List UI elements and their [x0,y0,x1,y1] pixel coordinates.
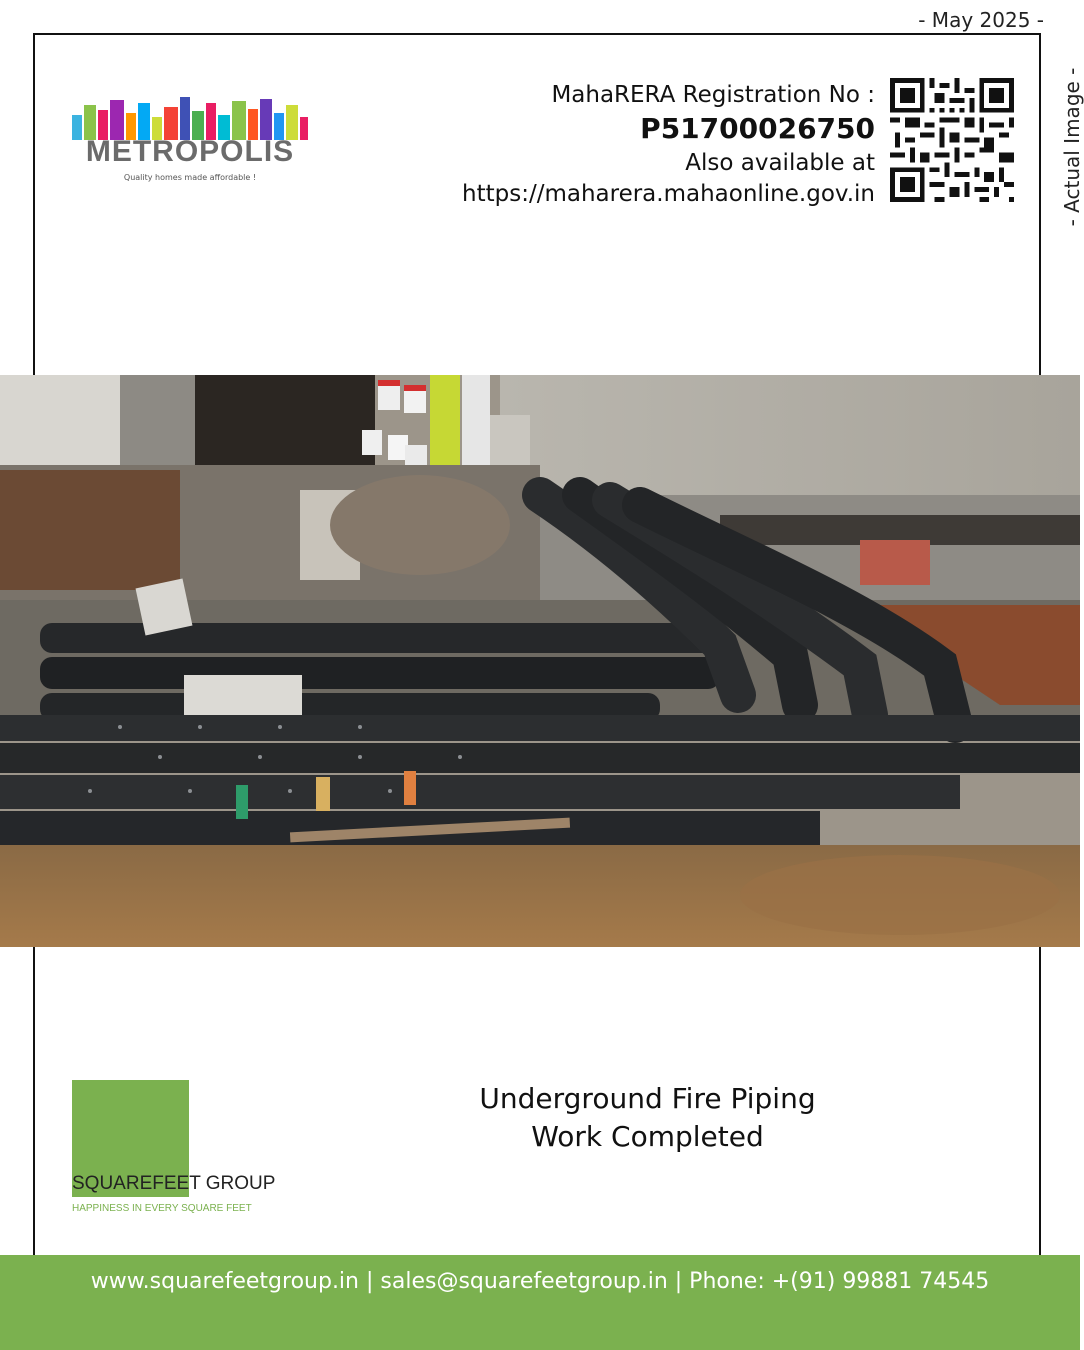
caption-line-2: Work Completed [531,1120,764,1153]
footer-contact[interactable]: www.squarefeetgroup.in | sales@squarefeetgroup.in | Phone: +(91) 99881 74545 [90,1269,990,1294]
qr-code-icon[interactable] [890,78,1014,202]
squarefeet-tagline: HAPPINESS IN EVERY SQUARE FEET [72,1203,252,1214]
side-label [1062,40,1082,240]
date-label: - May 2025 - [912,8,1050,32]
squarefeet-wordmark [72,1173,275,1195]
rera-number: P51700026750 [640,112,875,145]
caption [420,1080,875,1156]
metropolis-logo [70,95,310,190]
squarefeet-name: SQUAREFEET [72,1173,201,1194]
rera-info [462,80,875,210]
metropolis-tagline: Quality homes made affordable ! [123,173,257,182]
squarefeet-group: GROUP [200,1173,276,1194]
city-skyline-icon [70,95,310,140]
rera-also-available: Also available at [685,150,875,176]
footer-bar [0,1255,1080,1350]
squarefeet-logo [72,1075,276,1220]
rera-label: MahaRERA Registration No : [551,82,875,108]
rera-url[interactable]: https://maharera.mahaonline.gov.in [462,181,875,207]
metropolis-wordmark: METROPOLIS [85,135,295,168]
caption-line-1: Underground Fire Piping [479,1082,816,1115]
actual-image-label: - Actual Image - [1060,67,1084,227]
site-photo [0,375,1080,947]
